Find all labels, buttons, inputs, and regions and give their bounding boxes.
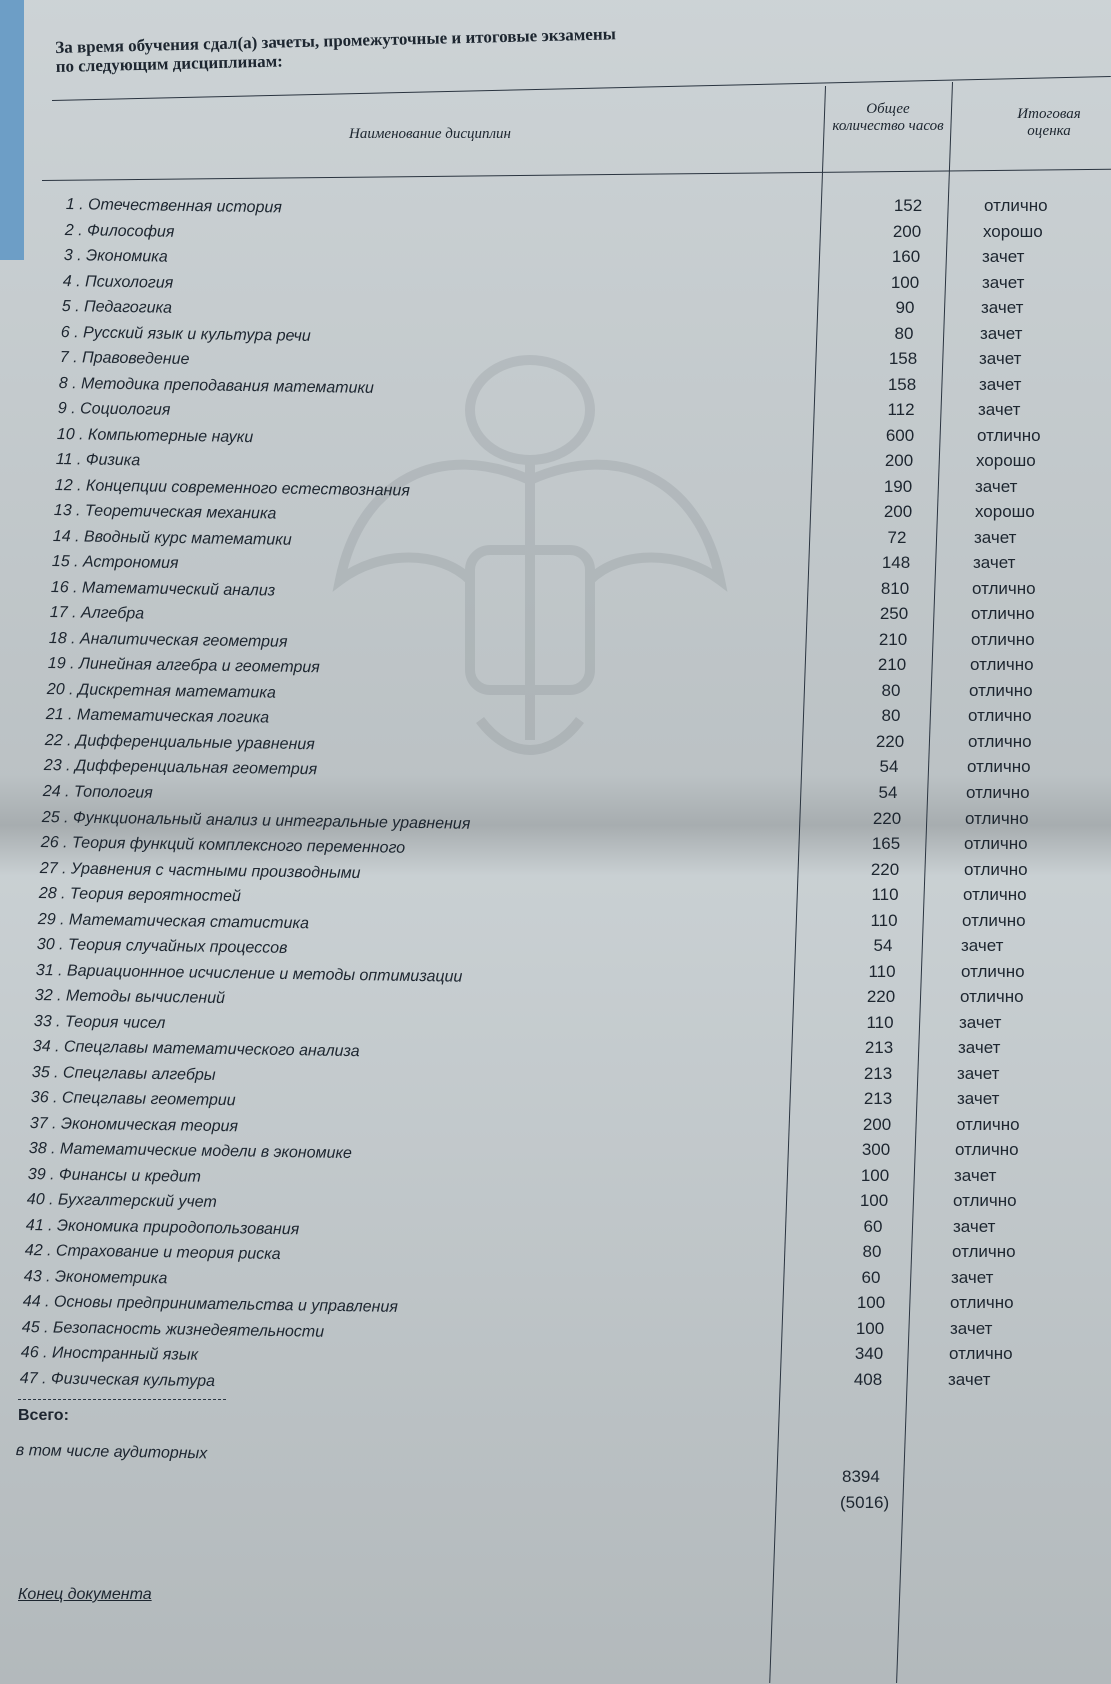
discipline-hours: 54 — [873, 936, 893, 955]
discipline-hours: 210 — [878, 630, 908, 649]
table-row — [0, 681, 1111, 703]
table-row — [0, 1115, 1111, 1137]
discipline-name: 46 . Иностранный язык — [20, 1344, 199, 1364]
discipline-name: 33 . Теория чисел — [33, 1013, 166, 1033]
table-row — [0, 834, 1111, 856]
discipline-grade: зачет — [953, 1217, 996, 1236]
column-header-hours: Общее количество часов — [832, 101, 944, 134]
discipline-grade: зачет — [950, 1319, 993, 1338]
table-row — [0, 1191, 1111, 1213]
discipline-grade: зачет — [980, 324, 1023, 343]
discipline-hours: 600 — [885, 426, 915, 445]
table-row — [0, 1217, 1111, 1239]
table-row — [0, 349, 1111, 371]
table-row — [0, 757, 1111, 779]
table-row — [0, 196, 1111, 218]
discipline-name: 26 . Теория функций комплексного переменного — [40, 834, 406, 857]
discipline-name: 36 . Спецглавы геометрии — [30, 1089, 236, 1110]
discipline-name: 34 . Спецглавы математического анализа — [32, 1038, 360, 1061]
discipline-hours: 80 — [894, 324, 914, 343]
discipline-grade: зачет — [954, 1166, 997, 1185]
discipline-name: 24 . Топология — [42, 783, 153, 802]
table-row — [0, 1344, 1111, 1366]
discipline-name: 14 . Вводный курс математики — [52, 528, 292, 549]
table-row — [0, 1319, 1111, 1341]
table-row — [0, 885, 1111, 907]
table-row — [0, 426, 1111, 448]
discipline-name: 6 . Русский язык и культура речи — [60, 324, 311, 345]
discipline-hours: 220 — [875, 732, 905, 751]
discipline-hours: 200 — [883, 502, 913, 521]
table-row — [0, 375, 1111, 397]
discipline-name: 28 . Теория вероятностей — [38, 885, 241, 906]
table-row — [0, 247, 1111, 269]
discipline-hours: 210 — [877, 655, 907, 674]
discipline-grade: отлично — [952, 1242, 1016, 1261]
discipline-hours: 148 — [881, 553, 911, 572]
discipline-grade: отлично — [950, 1293, 1014, 1312]
discipline-hours: 810 — [880, 579, 910, 598]
discipline-grade: зачет — [979, 349, 1022, 368]
table-row — [0, 553, 1111, 575]
discipline-name: 7 . Правоведение — [59, 349, 190, 369]
table-row — [0, 400, 1111, 422]
heading-line-1: За время обучения сдал(а) зачеты, промежуточные и итоговые экзамены — [55, 24, 617, 57]
discipline-grade: отлично — [949, 1344, 1013, 1363]
discipline-hours: 110 — [866, 1013, 894, 1032]
discipline-name: 30 . Теория случайных процессов — [36, 936, 288, 957]
discipline-hours: 220 — [866, 987, 896, 1006]
table-row — [0, 860, 1111, 882]
discipline-grade: отлично — [965, 809, 1029, 828]
column-header-name: Наименование дисциплин — [349, 126, 511, 142]
discipline-grade: зачет — [981, 298, 1024, 317]
discipline-grade: отлично — [969, 681, 1033, 700]
discipline-hours: 72 — [887, 528, 907, 547]
discipline-name: 27 . Уравнения с частными производными — [39, 860, 361, 883]
total-auditorium-value: (5016) — [840, 1493, 890, 1512]
discipline-grade: отлично — [963, 885, 1027, 904]
table-row — [0, 987, 1111, 1009]
discipline-grade: отлично — [984, 196, 1048, 215]
discipline-hours: 250 — [879, 604, 909, 623]
discipline-grade: отлично — [972, 579, 1036, 598]
table-row — [0, 1013, 1111, 1035]
discipline-grade: отлично — [962, 911, 1026, 930]
total-label: Всего: — [18, 1407, 69, 1424]
discipline-hours: 213 — [864, 1038, 894, 1057]
discipline-grade: отлично — [968, 706, 1032, 725]
discipline-name: 15 . Астрономия — [51, 553, 179, 572]
table-row — [0, 962, 1111, 984]
discipline-grade: зачет — [982, 273, 1025, 292]
table-row — [0, 809, 1111, 831]
discipline-name: 20 . Дискретная математика — [46, 681, 276, 702]
discipline-name: 44 . Основы предпринимательства и управления — [22, 1293, 398, 1316]
discipline-name: 11 . Физика — [55, 451, 141, 470]
discipline-name: 22 . Дифференциальные уравнения — [44, 732, 315, 754]
discipline-grade: отлично — [960, 987, 1024, 1006]
discipline-name: 19 . Линейная алгебра и геометрия — [47, 655, 320, 677]
discipline-hours: 112 — [887, 400, 915, 419]
discipline-hours: 158 — [888, 349, 918, 368]
heading-line-2: по следующим дисциплинам: — [55, 51, 284, 76]
discipline-name: 47 . Физическая культура — [19, 1370, 216, 1391]
discipline-name: 17 . Алгебра — [49, 604, 145, 623]
discipline-hours: 80 — [881, 706, 901, 725]
table-row — [0, 528, 1111, 550]
table-row — [0, 706, 1111, 728]
discipline-grade: отлично — [971, 630, 1035, 649]
discipline-name: 43 . Эконометрика — [23, 1268, 168, 1288]
discipline-grade: зачет — [973, 553, 1016, 572]
total-separator — [18, 1399, 226, 1400]
discipline-name: 21 . Математическая логика — [45, 706, 270, 727]
discipline-name: 23 . Дифференциальная геометрия — [43, 757, 318, 779]
discipline-hours: 110 — [871, 885, 899, 904]
column-header-grade: Итоговая оценка — [1017, 106, 1081, 139]
discipline-name: 37 . Экономическая теория — [29, 1115, 239, 1136]
discipline-name: 12 . Концепции современного естествознания — [54, 477, 410, 500]
discipline-name: 1 . Отечественная история — [65, 196, 283, 217]
discipline-name: 3 . Экономика — [63, 247, 168, 266]
discipline-hours: 54 — [878, 783, 898, 802]
discipline-hours: 60 — [861, 1268, 881, 1287]
discipline-grade: отлично — [971, 604, 1035, 623]
discipline-grade: отлично — [956, 1115, 1020, 1134]
discipline-grade: зачет — [957, 1089, 1000, 1108]
discipline-hours: 100 — [855, 1319, 885, 1338]
discipline-hours: 54 — [879, 757, 899, 776]
discipline-name: 35 . Спецглавы алгебры — [31, 1064, 216, 1084]
total-auditorium-label: в том числе аудиторных — [15, 1442, 208, 1463]
table-row — [0, 655, 1111, 677]
table-row — [0, 1089, 1111, 1111]
table-row — [0, 502, 1111, 524]
discipline-grade: зачет — [979, 375, 1022, 394]
table-row — [0, 1242, 1111, 1264]
discipline-hours: 200 — [892, 222, 922, 241]
discipline-name: 9 . Социология — [57, 400, 171, 419]
discipline-grade: отлично — [955, 1140, 1019, 1159]
discipline-grade: зачет — [957, 1064, 1000, 1083]
discipline-hours: 100 — [860, 1166, 890, 1185]
discipline-hours: 158 — [887, 375, 917, 394]
discipline-name: 8 . Методика преподавания математики — [58, 375, 375, 397]
discipline-name: 29 . Математическая статистика — [37, 911, 310, 933]
table-row — [0, 783, 1111, 805]
table-row — [0, 936, 1111, 958]
table-row — [0, 222, 1111, 244]
discipline-name: 18 . Аналитическая геометрия — [48, 630, 288, 651]
discipline-hours: 110 — [870, 911, 898, 930]
table-row — [0, 477, 1111, 499]
discipline-name: 40 . Бухгалтерский учет — [26, 1191, 217, 1211]
discipline-grade: отлично — [967, 757, 1031, 776]
table-row — [0, 911, 1111, 933]
table-row — [0, 732, 1111, 754]
discipline-hours: 90 — [895, 298, 915, 317]
discipline-grade: отлично — [970, 655, 1034, 674]
discipline-hours: 110 — [868, 962, 896, 981]
discipline-grade: зачет — [948, 1370, 991, 1389]
table-row — [0, 1293, 1111, 1315]
end-of-document-link[interactable]: Конец документа — [18, 1586, 152, 1603]
table-row — [0, 579, 1111, 601]
discipline-name: 32 . Методы вычислений — [34, 987, 226, 1007]
discipline-hours: 200 — [884, 451, 914, 470]
table-row — [0, 1370, 1111, 1392]
discipline-hours: 100 — [859, 1191, 889, 1210]
discipline-name: 10 . Компьютерные науки — [56, 426, 254, 447]
table-row — [0, 604, 1111, 626]
table-row — [0, 1166, 1111, 1188]
discipline-name: 31 . Вариационнное исчисление и методы оптимизации — [35, 962, 463, 986]
discipline-name: 25 . Функциональный анализ и интегральные уравнения — [41, 809, 471, 833]
discipline-grade: зачет — [975, 477, 1018, 496]
table-row — [0, 1038, 1111, 1060]
discipline-grade: хорошо — [983, 222, 1043, 241]
discipline-hours: 220 — [872, 809, 902, 828]
discipline-name: 2 . Философия — [64, 222, 175, 241]
table-row — [0, 324, 1111, 346]
discipline-name: 39 . Финансы и кредит — [27, 1166, 202, 1186]
table-row — [0, 451, 1111, 473]
discipline-grade: хорошо — [976, 451, 1036, 470]
discipline-hours: 100 — [856, 1293, 886, 1312]
discipline-hours: 220 — [870, 860, 900, 879]
discipline-hours: 160 — [891, 247, 921, 266]
table-row — [0, 1268, 1111, 1290]
discipline-hours: 165 — [871, 834, 901, 853]
discipline-hours: 213 — [863, 1089, 893, 1108]
table-row — [0, 273, 1111, 295]
discipline-grade: отлично — [966, 783, 1030, 802]
discipline-name: 16 . Математический анализ — [50, 579, 276, 600]
discipline-grade: хорошо — [975, 502, 1035, 521]
discipline-grade: отлично — [977, 426, 1041, 445]
discipline-name: 5 . Педагогика — [61, 298, 173, 317]
discipline-name: 41 . Экономика природопользования — [25, 1217, 300, 1239]
discipline-hours: 300 — [861, 1140, 891, 1159]
discipline-grade: отлично — [953, 1191, 1017, 1210]
table-row — [0, 630, 1111, 652]
discipline-hours: 200 — [862, 1115, 892, 1134]
table-row — [0, 298, 1111, 320]
total-hours-value: 8394 — [842, 1467, 880, 1486]
discipline-hours: 80 — [881, 681, 901, 700]
discipline-grade: отлично — [964, 834, 1028, 853]
discipline-hours: 80 — [862, 1242, 882, 1261]
table-row — [0, 1064, 1111, 1086]
discipline-grade: зачет — [951, 1268, 994, 1287]
discipline-hours: 213 — [863, 1064, 893, 1083]
discipline-hours: 100 — [890, 273, 920, 292]
discipline-name: 4 . Психология — [62, 273, 174, 292]
discipline-hours: 190 — [883, 477, 913, 496]
discipline-grade: отлично — [961, 962, 1025, 981]
discipline-grade: зачет — [982, 247, 1025, 266]
discipline-hours: 408 — [853, 1370, 883, 1389]
table-row — [0, 1140, 1111, 1162]
discipline-hours: 152 — [893, 196, 923, 215]
discipline-hours: 60 — [863, 1217, 883, 1236]
discipline-hours: 340 — [854, 1344, 884, 1363]
discipline-name: 13 . Теоретическая механика — [53, 502, 277, 523]
discipline-name: 38 . Математические модели в экономике — [28, 1140, 353, 1163]
discipline-grade: зачет — [961, 936, 1004, 955]
discipline-name: 45 . Безопасность жизнедеятельности — [21, 1319, 325, 1341]
discipline-grade: зачет — [978, 400, 1021, 419]
discipline-grade: отлично — [964, 860, 1028, 879]
discipline-grade: отлично — [968, 732, 1032, 751]
discipline-name: 42 . Страхование и теория риска — [24, 1242, 281, 1264]
discipline-grade: зачет — [958, 1038, 1001, 1057]
discipline-grade: зачет — [974, 528, 1017, 547]
discipline-grade: зачет — [959, 1013, 1002, 1032]
